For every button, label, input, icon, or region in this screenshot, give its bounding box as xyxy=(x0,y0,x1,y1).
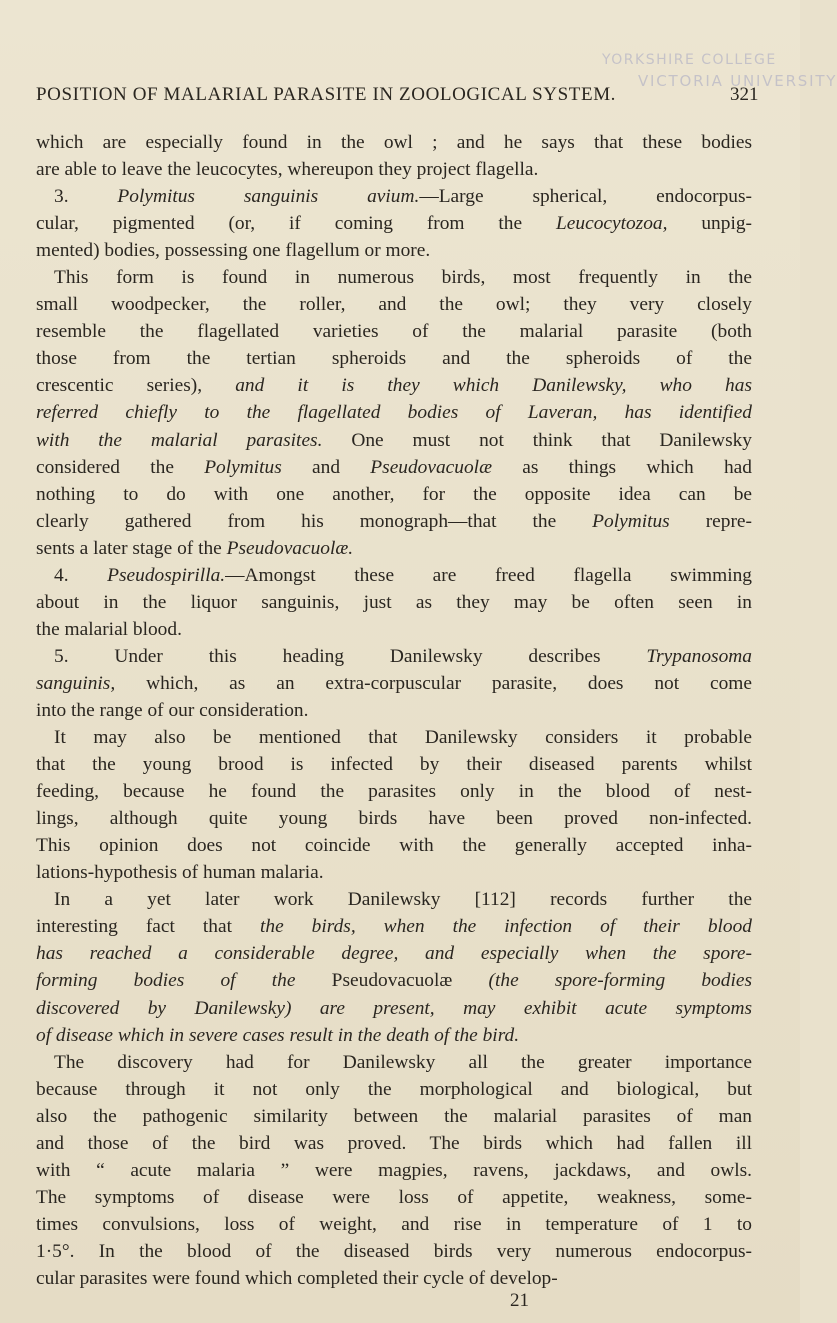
text-line xyxy=(36,859,752,886)
text-line xyxy=(36,1157,752,1184)
italic-run: Pseudovacuolæ xyxy=(370,456,492,478)
text-run: are able to leave the leucocytes, whereupon they project flagella. xyxy=(36,159,539,181)
italic-run: of disease which in severe cases result in the death of the bird. xyxy=(36,1024,520,1046)
stamp-line-1: YORKSHIRE COLLEGE xyxy=(602,52,777,68)
text-run: —Amongst these are freed flagella swimming xyxy=(225,564,752,586)
text-line xyxy=(36,616,752,643)
text-line xyxy=(36,535,752,562)
signature-mark: 21 xyxy=(510,1290,529,1311)
text-run: In a yet later work Danilewsky [112] records further the xyxy=(54,889,752,911)
text-line xyxy=(36,967,752,994)
text-line xyxy=(36,1103,752,1130)
text-run: It may also be mentioned that Danilewsky considers it probable xyxy=(54,727,752,749)
text-run: repre- xyxy=(669,510,752,532)
text-line xyxy=(36,751,752,778)
italic-run: Polymitus xyxy=(204,456,282,478)
italic-run: the birds, when the infection of their blood xyxy=(259,916,752,938)
text-line xyxy=(36,1022,752,1049)
text-line xyxy=(36,1211,752,1238)
text-run: cular, pigmented (or, if coming from the xyxy=(36,213,556,235)
stamp-line-2: VICTORIA UNIVERSITY xyxy=(638,72,837,90)
text-run: One must not think that Danilewsky xyxy=(322,429,753,451)
text-run: unpig- xyxy=(667,213,752,235)
page-number: 321 xyxy=(730,84,759,105)
text-line xyxy=(36,427,752,454)
text-line xyxy=(36,1184,752,1211)
text-line xyxy=(36,156,752,183)
text-line xyxy=(36,778,752,805)
text-line xyxy=(36,1076,752,1103)
running-header xyxy=(0,84,800,110)
italic-run: discovered by Danilewsky) are present, may exhibit acute symptoms xyxy=(36,997,752,1019)
text-line xyxy=(36,1130,752,1157)
italic-run: has reached a considerable degree, and especially when the spore- xyxy=(36,943,752,965)
text-run: interesting fact that xyxy=(36,916,260,938)
italic-run: sanguinis, xyxy=(36,672,116,694)
italic-run: Pseudospirilla. xyxy=(107,564,226,586)
text-run: cular parasites were found which completed their cycle of develop- xyxy=(36,1267,558,1289)
italic-run: Leucocytozoa, xyxy=(556,213,668,235)
text-line xyxy=(36,670,752,697)
text-line xyxy=(36,1049,752,1076)
text-run: which are especially found in the owl ; and he says that these bodies xyxy=(36,132,752,153)
text-line xyxy=(36,345,752,372)
text-run: feeding, because he found the parasites only in the blood of nest- xyxy=(36,781,752,803)
text-line xyxy=(36,832,752,859)
text-run: mented) bodies, possessing one flagellum or more. xyxy=(36,240,431,262)
text-run: the malarial blood. xyxy=(36,618,182,640)
text-line xyxy=(36,643,752,670)
text-run: This form is found in numerous birds, most frequently in the xyxy=(54,267,752,289)
text-run: Pseudovacuolæ xyxy=(295,970,489,992)
text-run: and xyxy=(281,456,371,478)
text-line xyxy=(36,913,752,940)
text-run: —Large spherical, endocorpus- xyxy=(419,186,752,208)
text-line xyxy=(36,454,752,481)
text-run: The discovery had for Danilewsky all the greater importance xyxy=(54,1051,752,1073)
text-run: The symptoms of disease were loss of appetite, weakness, some- xyxy=(36,1186,752,1208)
text-line xyxy=(36,1265,752,1292)
text-line xyxy=(36,183,752,210)
text-run: into the range of our consideration. xyxy=(36,699,309,721)
text-run: clearly gathered from his monograph—that the xyxy=(36,510,593,532)
text-line xyxy=(36,372,752,399)
body-text xyxy=(36,129,752,1292)
text-run: crescentic series), xyxy=(36,375,236,397)
running-title: POSITION OF MALARIAL PARASITE IN ZOOLOGICAL SYSTEM. xyxy=(36,84,617,105)
italic-run: forming bodies of the xyxy=(36,970,296,992)
text-line xyxy=(36,264,752,291)
text-run: which, as an extra-corpuscular parasite, does not come xyxy=(115,672,752,694)
text-run: lings, although quite young birds have been proved non-infected. xyxy=(36,808,752,830)
italic-run: Pseudovacuolæ. xyxy=(226,537,354,559)
text-run: 1·5°. In the blood of the diseased birds very numerous endocorpus- xyxy=(36,1240,752,1262)
italic-run: (the spore-forming bodies xyxy=(488,970,752,992)
italic-run: and it is they which Danilewsky, who has xyxy=(235,375,752,397)
text-line xyxy=(36,508,752,535)
text-line xyxy=(36,589,752,616)
text-line xyxy=(36,399,752,426)
text-line xyxy=(36,697,752,724)
text-line xyxy=(36,724,752,751)
text-run: and those of the bird was proved. The birds which had fallen ill xyxy=(36,1132,752,1154)
text-run: those from the tertian spheroids and the spheroids of the xyxy=(36,348,752,370)
italic-run: Polymitus sanguinis avium. xyxy=(117,186,420,208)
text-line xyxy=(36,481,752,508)
text-run: because through it not only the morphological and biological, but xyxy=(36,1078,752,1100)
italic-run: referred chiefly to the flagellated bodies of Laveran, has identified xyxy=(36,402,752,424)
text-line xyxy=(36,318,752,345)
text-run: lations-hypothesis of human malaria. xyxy=(36,862,324,884)
text-run: nothing to do with one another, for the opposite idea can be xyxy=(36,483,752,505)
text-run: times convulsions, loss of weight, and rise in temperature of 1 to xyxy=(36,1213,752,1235)
text-run: that the young brood is infected by their diseased parents whilst xyxy=(36,754,752,776)
text-line xyxy=(36,886,752,913)
text-line xyxy=(36,995,752,1022)
text-line xyxy=(36,805,752,832)
text-run: resemble the flagellated varieties of the malarial parasite (both xyxy=(36,321,752,343)
text-line xyxy=(36,210,752,237)
text-run: 5. Under this heading Danilewsky describes xyxy=(54,645,647,667)
italic-run: Polymitus xyxy=(592,510,670,532)
text-run: 3. xyxy=(54,186,118,208)
text-line xyxy=(36,129,752,156)
text-run: This opinion does not coincide with the generally accepted inha- xyxy=(36,835,752,857)
text-run: 4. xyxy=(54,564,108,586)
text-run: sents a later stage of the xyxy=(36,537,227,559)
text-line xyxy=(36,562,752,589)
text-line xyxy=(36,1238,752,1265)
text-run: about in the liquor sanguinis, just as they may be often seen in xyxy=(36,591,752,613)
text-run: as things which had xyxy=(492,456,752,478)
text-line xyxy=(36,237,752,264)
italic-run: Trypanosoma xyxy=(646,645,752,667)
text-run: with “ acute malaria ” were magpies, ravens, jackdaws, and owls. xyxy=(36,1159,752,1181)
text-line xyxy=(36,940,752,967)
text-run: also the pathogenic similarity between the malarial parasites of man xyxy=(36,1105,752,1127)
text-run: considered the xyxy=(36,456,205,478)
text-line xyxy=(36,291,752,318)
text-run: small woodpecker, the roller, and the owl; they very closely xyxy=(36,294,752,316)
italic-run: with the malarial parasites. xyxy=(36,429,323,451)
